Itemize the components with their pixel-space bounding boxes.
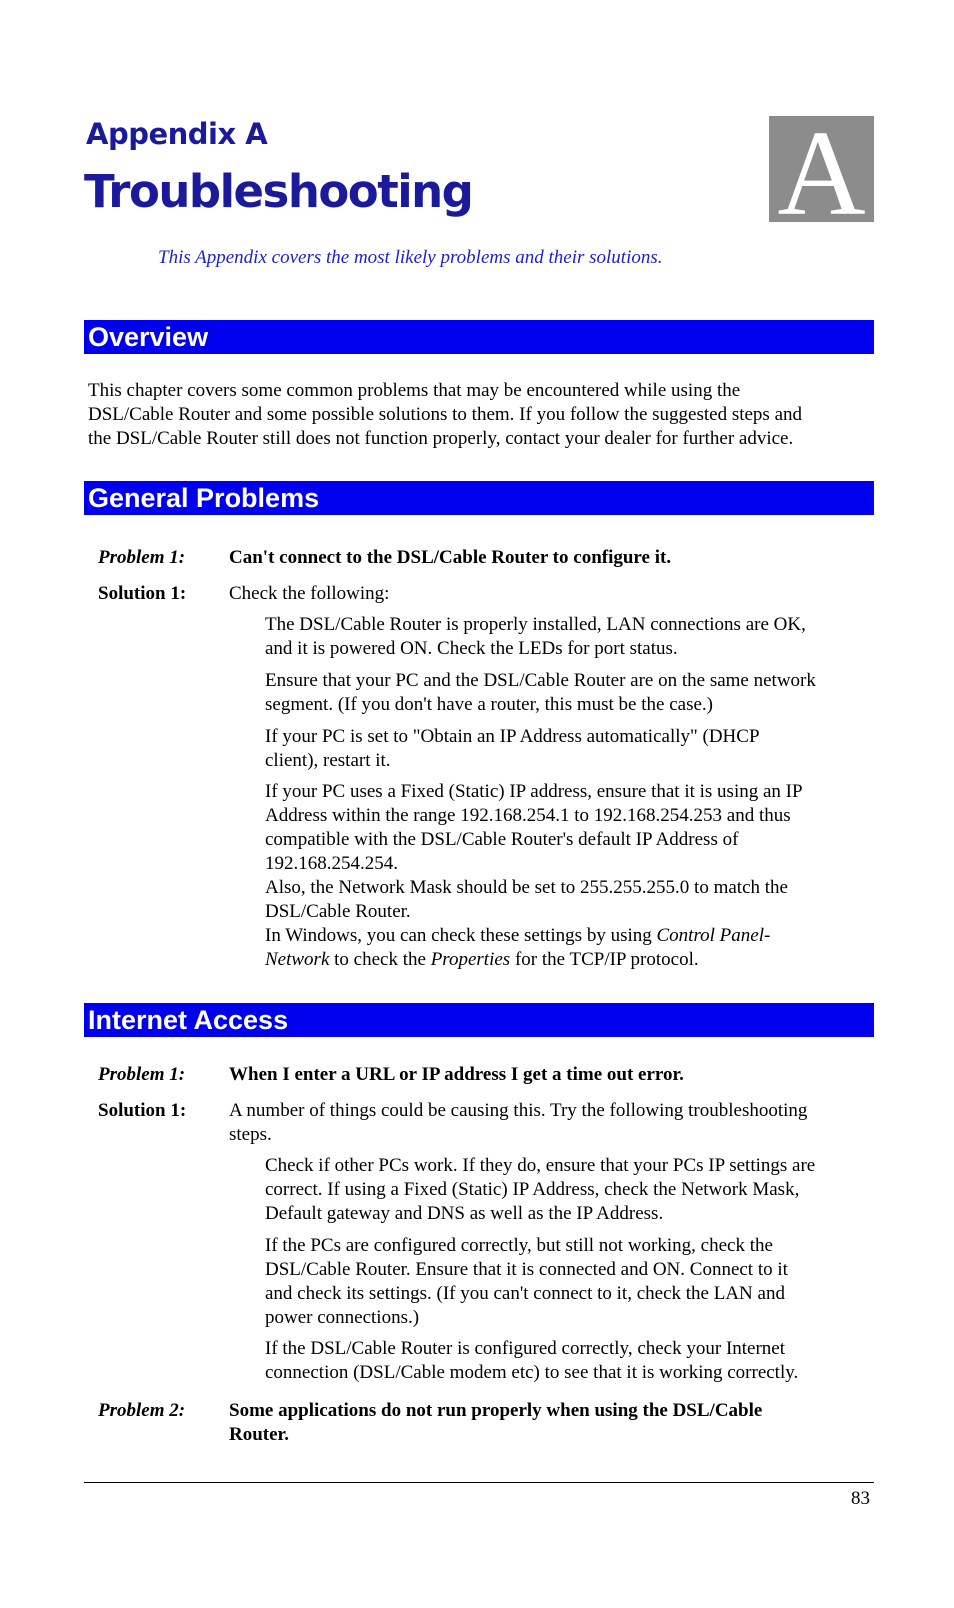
step-line: client), restart it. [265, 750, 391, 771]
overview-line: DSL/Cable Router and some possible solutions to them. If you follow the suggested steps and [88, 404, 803, 425]
step-line: 192.168.254.254. [265, 853, 398, 874]
problem-label: Problem 1: [98, 547, 186, 568]
problem-label: Problem 1: [98, 1064, 186, 1085]
section-heading-general-problems: General Problems [88, 483, 320, 513]
footer-rule [84, 1482, 874, 1483]
step-line: Ensure that your PC and the DSL/Cable Router are on the same network [265, 670, 816, 691]
section-bar-internet-access [84, 1003, 874, 1037]
problem-text [229, 1399, 869, 1447]
step-line: connection (DSL/Cable modem etc) to see that it is working correctly. [265, 1362, 799, 1383]
step-line: segment. (If you don't have a router, this must be the case.) [265, 694, 713, 715]
step-line: Default gateway and DNS as well as the IP Address. [265, 1203, 664, 1224]
step-line: DSL/Cable Router. [265, 901, 411, 922]
step-line: The DSL/Cable Router is properly installed, LAN connections are OK, [265, 614, 806, 635]
step-line: If your PC uses a Fixed (Static) IP address, ensure that it is using an IP [265, 781, 803, 802]
chapter-letter-box [769, 116, 874, 222]
step-line: If your PC is set to "Obtain an IP Address automatically" (DHCP [265, 726, 760, 747]
solution-step [265, 725, 865, 773]
overview-line: This chapter covers some common problems that may be encountered while using the [88, 380, 741, 401]
section-heading-internet-access: Internet Access [88, 1005, 289, 1035]
solution-intro: Check the following: [229, 583, 390, 604]
solution-step [265, 1154, 865, 1226]
step-line-windows: In Windows, you can check these settings by using Control Panel- Network to check the Properties for the TCP/IP protocol. [265, 925, 771, 970]
page-number: 83 [851, 1488, 870, 1509]
solution-step [265, 1337, 865, 1385]
problem-line: Router. [229, 1424, 289, 1445]
problem-line: Some applications do not run properly when using the DSL/Cable [229, 1400, 763, 1421]
overview-paragraph [88, 379, 878, 451]
solution-label: Solution 1: [98, 1100, 187, 1121]
section-heading-overview: Overview [88, 322, 209, 352]
solution-step [265, 1234, 865, 1330]
step-line: compatible with the DSL/Cable Router's default IP Address of [265, 829, 739, 850]
step-line: Check if other PCs work. If they do, ensure that your PCs IP settings are [265, 1155, 816, 1176]
chapter-letter: A [777, 116, 866, 222]
overview-line: the DSL/Cable Router still does not function properly, contact your dealer for further advice. [88, 428, 794, 449]
section-bar-general-problems [84, 481, 874, 515]
step-line: DSL/Cable Router. Ensure that it is connected and ON. Connect to it [265, 1259, 788, 1280]
step-line: power connections.) [265, 1307, 420, 1328]
step-line: correct. If using a Fixed (Static) IP Address, check the Network Mask, [265, 1179, 800, 1200]
problem-text: When I enter a URL or IP address I get a time out error. [229, 1064, 684, 1085]
intro-line: A number of things could be causing this. Try the following troubleshooting [229, 1100, 808, 1121]
step-line: Also, the Network Mask should be set to 255.255.255.0 to match the [265, 877, 788, 898]
solution-label: Solution 1: [98, 583, 187, 604]
step-line: and it is powered ON. Check the LEDs for port status. [265, 638, 678, 659]
appendix-label: Appendix A [86, 117, 268, 151]
step-line: and check its settings. (If you can't connect to it, check the LAN and [265, 1283, 785, 1304]
problem-text: Can't connect to the DSL/Cable Router to configure it. [229, 547, 672, 568]
section-bar-overview [84, 320, 874, 354]
intro-line: steps. [229, 1124, 272, 1145]
step-line: Address within the range 192.168.254.1 to 192.168.254.253 and thus [265, 805, 791, 826]
solution-step [265, 669, 865, 717]
step-line: If the DSL/Cable Router is configured correctly, check your Internet [265, 1338, 786, 1359]
solution-step [265, 613, 865, 661]
appendix-intro: This Appendix covers the most likely problems and their solutions. [158, 247, 663, 268]
chapter-title: Troubleshooting [84, 165, 473, 218]
step-line: If the PCs are configured correctly, but still not working, check the [265, 1235, 773, 1256]
solution-intro [229, 1099, 869, 1147]
solution-step [265, 780, 865, 972]
problem-label: Problem 2: [98, 1400, 186, 1421]
